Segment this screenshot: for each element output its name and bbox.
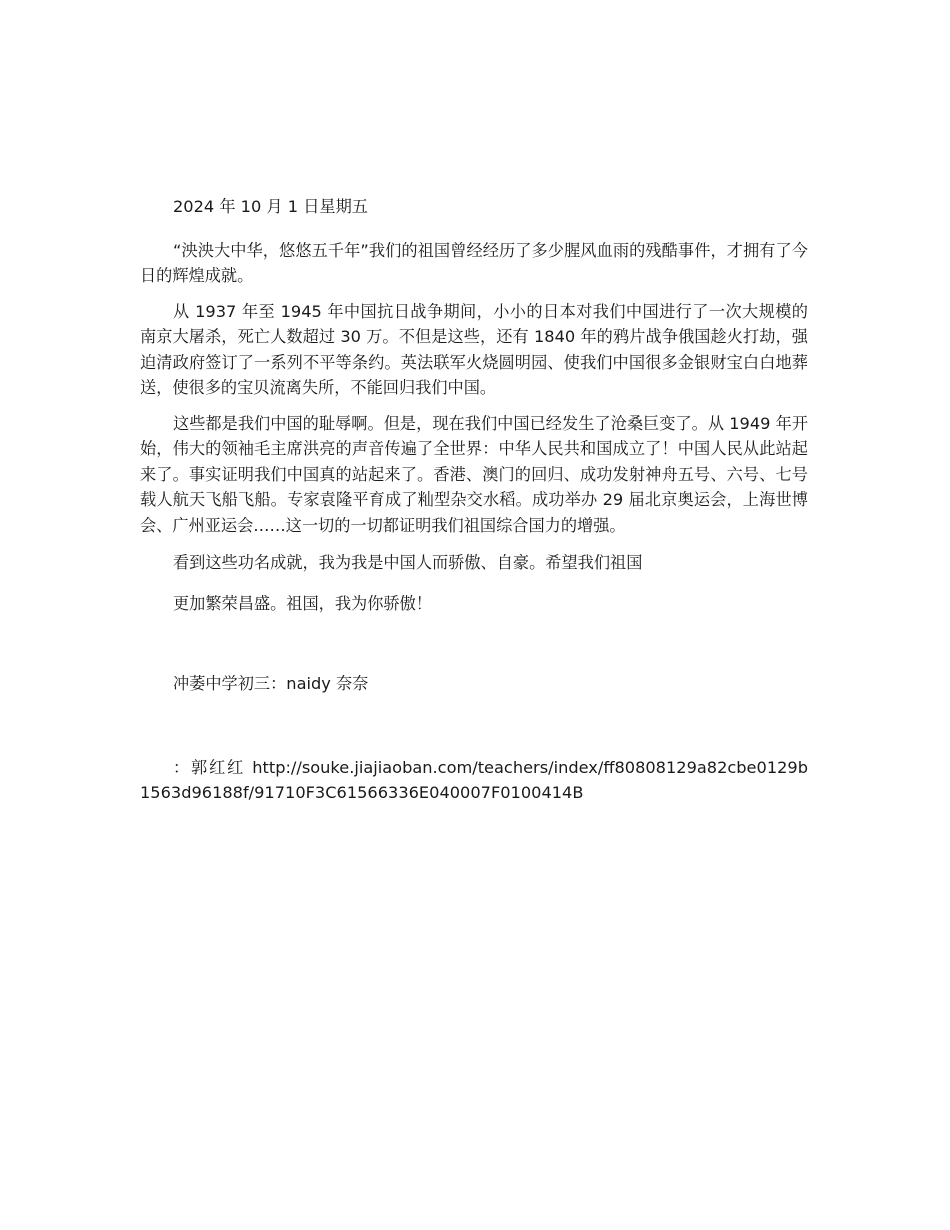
source-line: [140, 755, 808, 806]
source-prefix: ：郭红红: [173, 757, 253, 777]
paragraph-achievements: 这些都是我们中国的耻辱啊。但是，现在我们中国已经发生了沧桑巨变了。从 1949 年开始，伟大的领袖毛主席洪亮的声音传遍了全世界：中华人民共和国成立了！中国人民从此站起来了。事实证明我们中国真的站起来了。香港、澳门的回归、成功发射神舟五号、六号、七号载人航天飞船飞船。专家袁隆平育成了籼型杂交水稻。成功举办 29 届北京奥运会，上海世博会、广州亚运会……这一切的一切都证明我们祖国综合国力的增强。: [140, 413, 808, 535]
paragraph-closing: 更加繁荣昌盛。祖国，我为你骄傲！: [173, 593, 432, 613]
paragraph-history: 从 1937 年至 1945 年中国抗日战争期间，小小的日本对我们中国进行了一次大规模的南京大屠杀，死亡人数超过 30 万。不但是这些，还有 1840 年的鸦片战争俄国趁火打劫，强迫清政府签订了一系列不平等条约。英法联军火烧圆明园、使我们中国很多金银财宝白白地葬送，使很多的宝贝流离失所，不能回归我们中国。: [140, 301, 808, 397]
paragraph-pride: 看到这些功名成就，我为我是中国人而骄傲、自豪。希望我们祖国: [173, 553, 643, 572]
source-link[interactable]: http://souke.jiajiaoban.com/teachers/index/ff80808129a82cbe0129b1563d96188f/91710F3C61566336E040007F0100414B: [140, 757, 808, 802]
author-signature: 冲萎中学初三：naidy 奈奈: [173, 674, 369, 693]
paragraph-intro: “泱泱大中华，悠悠五千年”我们的祖国曾经经历了多少腥风血雨的残酷事件，才拥有了今日的辉煌成就。: [140, 240, 808, 285]
document-body: [140, 194, 808, 806]
document-date: 2024 年 10 月 1 日星期五: [173, 197, 368, 216]
